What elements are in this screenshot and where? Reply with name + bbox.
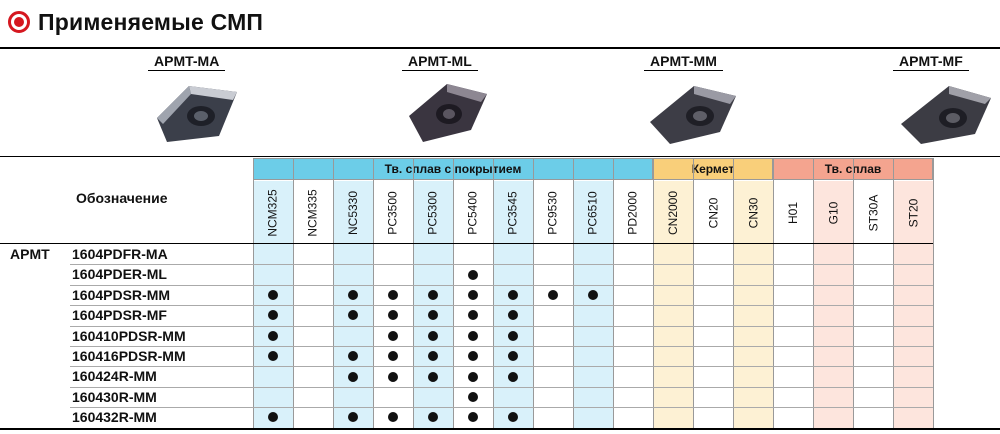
bottom-divider [0,428,1000,430]
availability-dot [388,412,398,422]
availability-dot [348,372,358,382]
designation-row: 1604PDFR-MA [72,246,168,262]
page-title: Применяемые СМП [38,8,264,35]
group-header: Тв. сплав с покрытием [253,158,653,180]
availability-dot [428,331,438,341]
page-title-row [8,5,263,39]
grade-label-text: PD2000 [626,191,640,235]
grid-row-line [70,366,933,367]
availability-dot [468,290,478,300]
availability-dot [388,331,398,341]
insert-image-mf [893,76,993,148]
grid-row-line [70,407,933,408]
grade-label [693,183,733,243]
grade-label-text: NC5330 [346,190,360,236]
designation-row: 160430R-MM [72,388,157,405]
designation-row: 1604PDSR-MF [72,307,167,324]
insert-label-ml: APMT-ML [402,53,478,71]
availability-dot [468,351,478,361]
availability-dot [268,331,278,341]
availability-dot [388,351,398,361]
designation-row: 160424R-MM [72,368,157,385]
grade-label-text: CN2000 [666,190,680,236]
availability-dot [508,372,518,382]
grade-label-text: NCM335 [306,189,321,237]
title-divider [0,47,1000,49]
grade-label-text: PC6510 [586,191,600,235]
designation-row: 160432R-MM [72,409,157,426]
header-divider [0,156,1000,157]
availability-dot [348,290,358,300]
availability-dot [468,392,478,402]
grade-label-text: NCM325 [266,189,281,237]
grade-label [573,183,613,243]
availability-dot [468,331,478,341]
grade-label-text: PC5400 [466,191,480,235]
grade-label [253,183,293,243]
availability-dot [508,331,518,341]
grid-row-line [70,285,933,286]
series-prefix: APMT [10,246,50,262]
grade-label [773,183,813,243]
grade-label [733,183,773,243]
grade-label-text: PC3500 [386,191,400,235]
grade-label [653,183,693,243]
grade-label-text: CN20 [706,197,720,229]
grade-label [453,183,493,243]
grade-label-text: PC9530 [546,191,560,235]
availability-dot [388,290,398,300]
grid-row-line [70,326,933,327]
grade-label [533,183,573,243]
availability-dot [388,372,398,382]
grade-label [373,183,413,243]
insert-image-ma [145,76,245,148]
designation-header: Обозначение [76,190,168,206]
designation-row: 160410PDSR-MM [72,327,186,344]
group-header: Тв. сплав [773,158,933,180]
grid-row-line [70,387,933,388]
availability-dot [548,290,558,300]
availability-dot [468,372,478,382]
designation-row: 1604PDSR-MM [72,286,171,303]
grade-label-text: ST20 [906,198,920,228]
insert-label-ma: APMT-MA [148,53,225,71]
availability-dot [588,290,598,300]
insert-label-mf: APMT-MF [893,53,969,71]
grade-label-text: CN30 [746,197,760,229]
group-header: Кермет [653,158,773,180]
grid-row-line [70,305,933,306]
grid-row-line [70,346,933,347]
grade-label-text: H01 [785,201,800,225]
grade-label-text: ST30A [866,194,880,232]
availability-dot [428,290,438,300]
grade-label [413,183,453,243]
insert-image-ml [395,76,495,148]
availability-dot [428,372,438,382]
grade-label [893,183,933,243]
grade-label [853,183,893,243]
designation-row: 1604PDER-ML [72,266,167,283]
grid-vline [933,158,934,428]
insert-image-mm [640,76,740,148]
grade-label-text: PC5300 [426,191,440,235]
availability-dot [388,310,398,320]
availability-dot [268,290,278,300]
grade-label [293,183,333,243]
grade-label [613,183,653,243]
availability-dot [508,290,518,300]
availability-dot [468,310,478,320]
target-icon [8,11,30,33]
insert-label-mm: APMT-MM [644,53,723,71]
grid-row-line [70,264,933,265]
grade-label [493,183,533,243]
availability-dot [468,412,478,422]
availability-dot [468,270,478,280]
grade-label [333,183,373,243]
grade-label-text: PC3545 [506,191,520,235]
grade-label-text: G10 [826,201,840,225]
grade-label [813,183,853,243]
designation-row: 160416PDSR-MM [72,348,186,364]
